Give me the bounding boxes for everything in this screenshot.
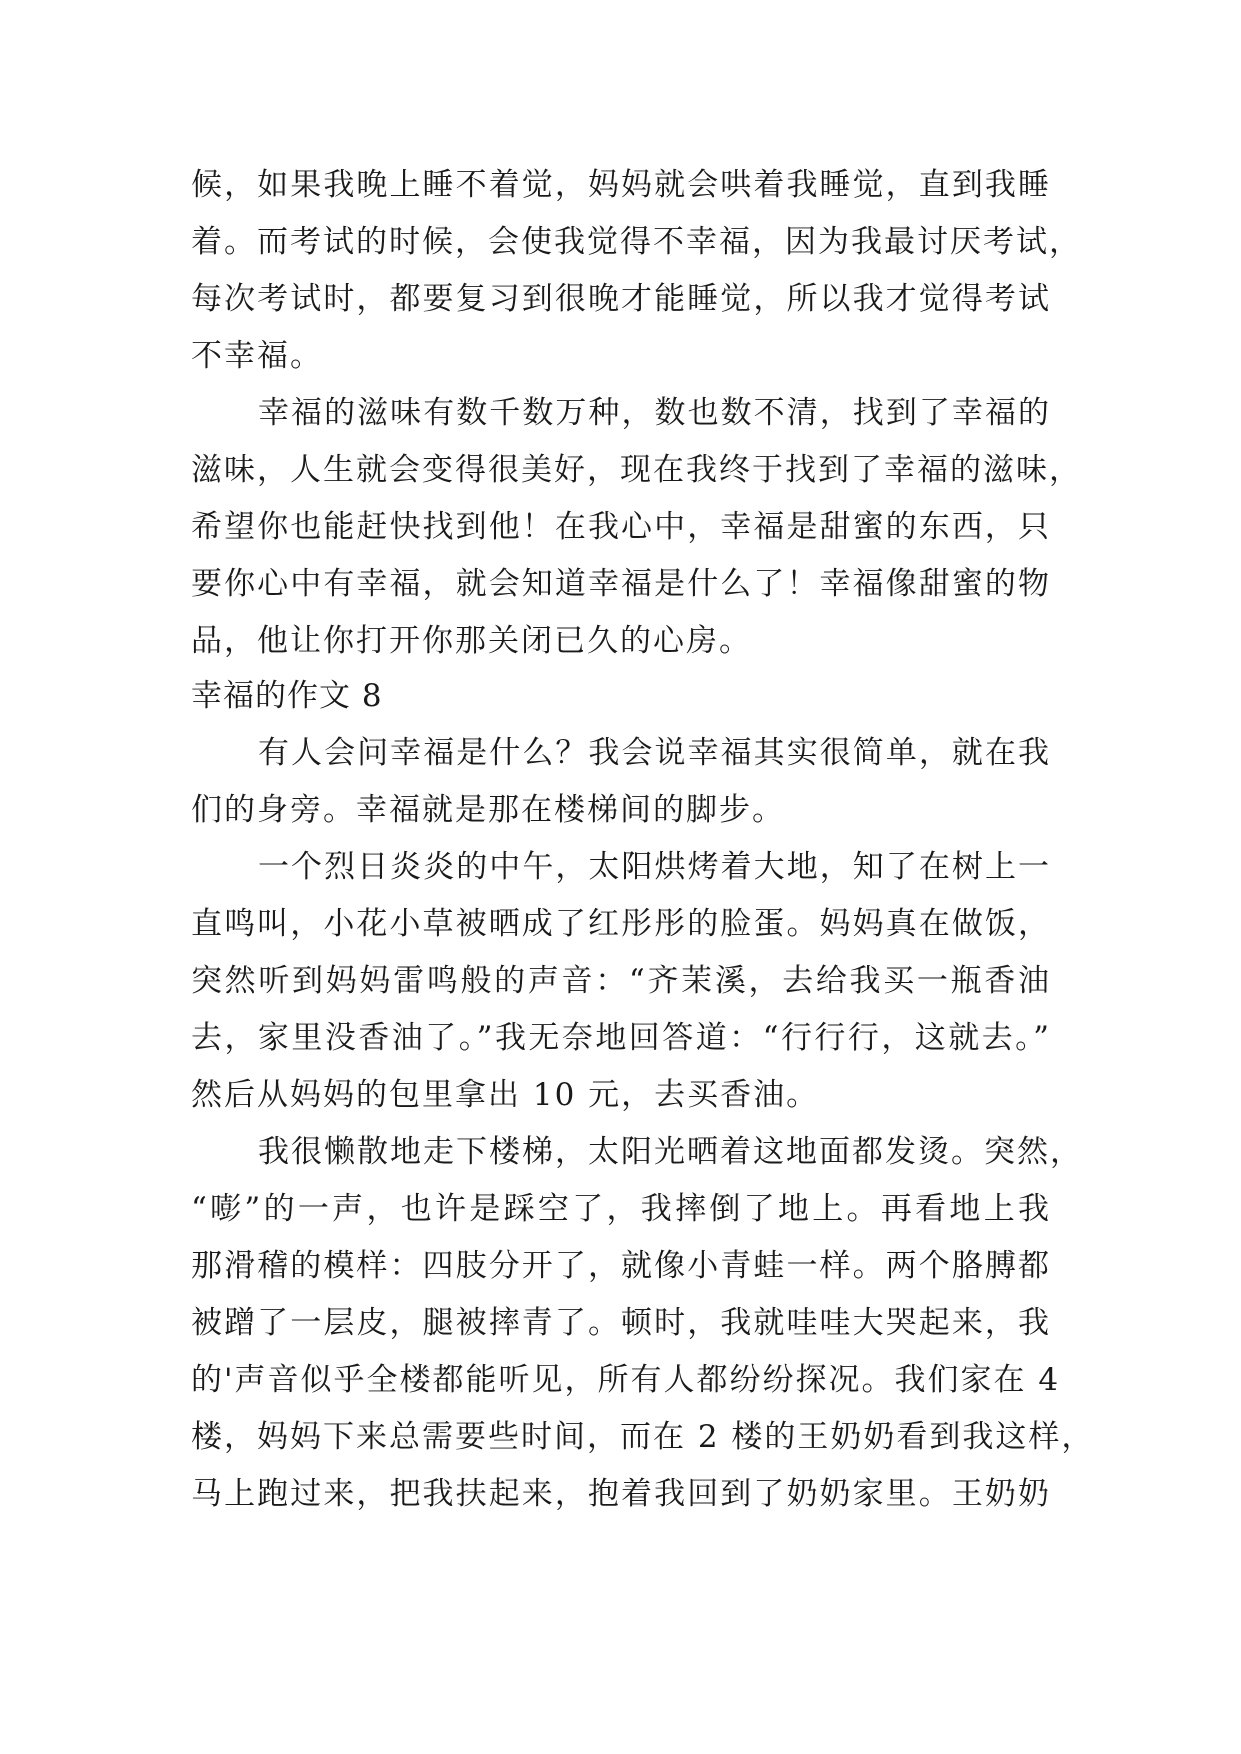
paragraph-line: 着。而考试的时候，会使我觉得不幸福，因为我最讨厌考试， <box>191 224 1082 260</box>
paragraph-line: 被蹭了一层皮，腿被摔青了。顿时，我就哇哇大哭起来，我 <box>191 1305 1051 1341</box>
paragraph-line: 们的身旁。幸福就是那在楼梯间的脚步。 <box>191 792 785 828</box>
paragraph-line: 滋味，人生就会变得很美好，现在我终于找到了幸福的滋味， <box>191 452 1082 488</box>
paragraph-line: 品，他让你打开你那关闭已久的心房。 <box>191 623 752 659</box>
paragraph-line: 去，家里没香油了。”我无奈地回答道：“行行行，这就去。” <box>191 1020 1051 1056</box>
paragraph-line: 候，如果我晚上睡不着觉，妈妈就会哄着我睡觉，直到我睡 <box>191 167 1051 203</box>
paragraph-line: “嘭”的一声，也许是踩空了，我摔倒了地上。再看地上我 <box>191 1191 1051 1227</box>
paragraph-line: 有人会问幸福是什么？我会说幸福其实很简单，就在我 <box>258 735 1051 771</box>
paragraph-line: 我很懒散地走下楼梯，太阳光晒着这地面都发烫。突然， <box>258 1134 1083 1170</box>
paragraph-line: 希望你也能赶快找到他！在我心中，幸福是甜蜜的东西，只 <box>191 509 1051 545</box>
paragraph-line: 楼，妈妈下来总需要些时间，而在 2 楼的王奶奶看到我这样， <box>191 1419 1095 1455</box>
paragraph-line: 每次考试时，都要复习到很晚才能睡觉，所以我才觉得考试 <box>191 281 1051 317</box>
paragraph-line: 不幸福。 <box>191 338 323 374</box>
paragraph-line: 然后从妈妈的包里拿出 10 元，去买香油。 <box>191 1077 820 1113</box>
paragraph-line: 一个烈日炎炎的中午，太阳烘烤着大地，知了在树上一 <box>258 849 1051 885</box>
paragraph-line: 幸福的滋味有数千数万种，数也数不清，找到了幸福的 <box>258 395 1051 431</box>
section-heading: 幸福的作文 8 <box>191 678 383 714</box>
paragraph-line: 马上跑过来，把我扶起来，抱着我回到了奶奶家里。王奶奶 <box>191 1476 1051 1512</box>
paragraph-line: 直鸣叫，小花小草被晒成了红彤彤的脸蛋。妈妈真在做饭， <box>191 906 1051 942</box>
paragraph-line: 的'声音似乎全楼都能听见，所有人都纷纷探况。我们家在 4 <box>191 1362 1061 1398</box>
paragraph-line: 那滑稽的模样：四肢分开了，就像小青蛙一样。两个胳膊都 <box>191 1248 1051 1284</box>
paragraph-line: 突然听到妈妈雷鸣般的声音：“齐茉溪，去给我买一瓶香油 <box>191 963 1051 999</box>
paragraph-line: 要你心中有幸福，就会知道幸福是什么了！幸福像甜蜜的物 <box>191 566 1051 602</box>
